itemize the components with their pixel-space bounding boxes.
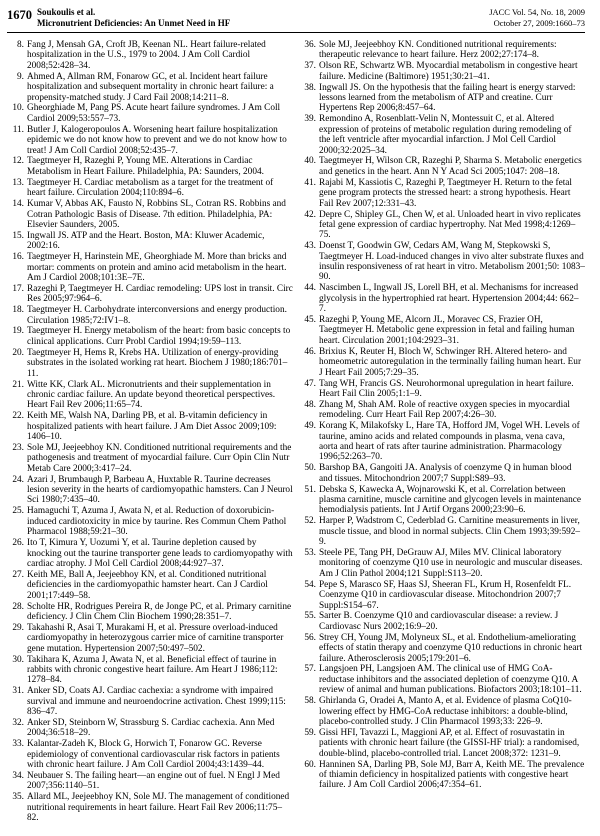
reference-number: 11. (12, 124, 24, 135)
reference-number: 21. (12, 379, 24, 390)
reference-text: Witte KK, Clark AL. Micronutrients and their supplementation in chronic cardiac failure. An update beyond theoretical perspectives. Heart Fail Rev 2006;11:65–74. (27, 379, 276, 411)
reference-number: 16. (12, 252, 24, 263)
reference-number: 58. (304, 696, 316, 707)
reference-item (7, 125, 293, 156)
reference-number: 28. (12, 601, 24, 612)
reference-text: Keith ME, Ball A, Jeejeebhoy KN, et al. Conditioned nutritional deficiencies in the cardiomyopathic hamster heart. Can J Cardiol 2001;17:449–58. (27, 569, 268, 601)
reference-item (7, 570, 293, 601)
reference-number: 15. (12, 230, 24, 241)
reference-item (7, 231, 293, 252)
reference-number: 9. (17, 71, 24, 82)
reference-number: 44. (304, 283, 316, 294)
reference-text: Ahmed A, Allman RM, Fonarow GC, et al. Incident heart failure hospitalization and subsequent mortality in chronic heart failure: a propensity-matched study. J Card Fail 2008;14:211–8. (27, 71, 274, 103)
reference-text: Debska S, Kawecka A, Wojnarowski K, et al. Correlation between plasma carnitine, muscle carnitine and glycogen levels in maintenance hemodialysis patients. Int J Artif Organs 2000;23:90–6. (319, 484, 582, 516)
reference-text: Korang K, Milakofsky L, Hare TA, Hofford JM, Vogel WH. Levels of taurine, amino acids and related compounds in plasma, vena cava, aorta and heart of rats after taurine administration. Pharmacology 1996;52:263–70. (319, 421, 580, 463)
reference-item (7, 475, 293, 506)
reference-item (7, 284, 293, 305)
reference-item (7, 411, 293, 442)
reference-number: 52. (304, 516, 316, 527)
reference-text: Keith ME, Walsh NA, Darling PB, et al. B-vitamin deficiency in hospitalized patients with heart failure. J Am Diet Assoc 2009;109: 1406–10. (27, 411, 277, 443)
reference-number: 51. (304, 484, 316, 495)
reference-text: Hanninen SA, Darling PB, Sole MJ, Barr A, Keith ME. The prevalence of thiamin deficiency in hospitalized patients with congestive heart failure. J Am Coll Cardiol 2006;47:354–61. (319, 759, 585, 791)
reference-item (7, 252, 293, 283)
reference-item (7, 305, 293, 326)
reference-number: 31. (12, 686, 24, 697)
reference-number: 49. (304, 421, 316, 432)
reference-text: Razeghi P, Young ME, Alcorn JL, Moravec CS, Frazier OH, Taegtmeyer H. Metabolic gene expression in fetal and failing human heart. Circulation 2001;104:2923–31. (319, 315, 575, 346)
reference-text: Gheorghiade M, Pang PS. Acute heart failure syndromes. J Am Coll Cardiol 2009;53:557–73. (27, 103, 281, 124)
reference-number: 50. (304, 463, 316, 474)
reference-item (299, 114, 585, 156)
reference-number: 48. (304, 399, 316, 410)
reference-columns (7, 40, 585, 824)
reference-item (7, 380, 293, 411)
reference-number: 42. (304, 209, 316, 220)
reference-number: 10. (12, 103, 24, 114)
reference-item (7, 40, 293, 71)
reference-text: Sarter B. Coenzyme Q10 and cardiovascular disease: a review. J Cardiovasc Nurs 2002;16:9–20. (319, 611, 559, 632)
reference-item (299, 696, 585, 727)
reference-item (299, 516, 585, 547)
reference-text: Fang J, Mensah GA, Croft JB, Keenan NL. Heart failure-related hospitalization in the U.S., 1979 to 2004. J Am Coll Cardiol 2008;52:428–34. (27, 40, 266, 71)
reference-item (299, 760, 585, 791)
reference-number: 13. (12, 177, 24, 188)
reference-number: 37. (304, 61, 316, 72)
reference-number: 36. (304, 40, 316, 50)
reference-item (299, 379, 585, 400)
reference-number: 26. (12, 538, 24, 549)
reference-text: Zhang M, Shah AM. Role of reactive oxygen species in myocardial remodeling. Curr Heart Fail Rep 2007;4:26–30. (319, 399, 570, 421)
reference-item (7, 771, 293, 792)
reference-item (7, 326, 293, 347)
reference-text: Tang WH, Francis GS. Neurohormonal upregulation in heart failure. Heart Fail Clin 2005;1:1–9. (319, 378, 574, 399)
reference-item (7, 348, 293, 379)
journal-citation: JACC Vol. 54, No. 18, 2009 (489, 7, 585, 17)
reference-item (7, 178, 293, 199)
reference-text: Gissi HFI, Tavazzi L, Maggioni AP, et al. Effect of rosuvastatin in patients with chronic heart failure (the GISSI-HF trial): a randomised, double-blind, placebo-controlled trial. Lancet 2008;372: 1231–9. (319, 727, 580, 759)
reference-item (299, 611, 585, 632)
reference-text: Brixius K, Reuter H, Bloch W, Schwinger RH. Altered hetero- and homeometric autoregulation in the terminally failing human heart. Eur J Heart Fail 2005;7:29–35. (319, 346, 582, 378)
reference-item (7, 718, 293, 739)
reference-text: Taegtmeyer H, Hems R, Krebs HA. Utilization of energy-providing substrates in the isolated working rat heart. Biochem J 1980;186:701–11. (27, 347, 288, 379)
reference-column-right (299, 40, 585, 824)
reference-number: 33. (12, 739, 24, 750)
reference-number: 34. (12, 771, 24, 782)
reference-text: Taegtmeyer H, Harinstein ME, Gheorghiade M. More than bricks and mortar: comments on protein and amino acid metabolism in the heart. Am J Cardiol 2008;101:3E–7E. (27, 252, 287, 283)
reference-item (299, 210, 585, 241)
reference-text: Steele PE, Tang PH, DeGrauw AJ, Miles MV. Clinical laboratory monitoring of coenzyme Q10 use in neurologic and muscular diseases. Am J Clin Pathol 2004;121 Suppl:S113–20. (319, 548, 583, 579)
reference-item (299, 40, 585, 61)
running-authors: Soukoulis et al. (37, 7, 96, 17)
reference-text: Langsjoen PH, Langsjoen AM. The clinical use of HMG CoA-reductase inhibitors and the associated depletion of coenzyme Q10. A review of animal and human publications. Biofactors 2003;18:101–11. (319, 664, 582, 696)
reference-text: Ingwall JS. On the hypothesis that the failing heart is energy starved: lessons learned from the metabolism of ATP and creatine. Curr Hypertens Rep 2006;8:457–64. (319, 82, 576, 114)
reference-number: 45. (304, 315, 316, 326)
reference-number: 8. (17, 40, 24, 50)
reference-item (299, 728, 585, 759)
reference-text: Ito T, Kimura Y, Uozumi Y, et al. Taurine depletion caused by knocking out the taurine transporter gene leads to cardiomyopathy with cardiac atrophy. J Mol Cell Cardiol 2008;44:927–37. (27, 538, 293, 569)
reference-item (299, 178, 585, 209)
reference-text: Hamaguchi T, Azuma J, Awata N, et al. Reduction of doxorubicin-induced cardiotoxicity in mice by taurine. Res Commun Chem Pathol Pharmacol 1988;59:21–30. (27, 506, 287, 538)
reference-item (299, 548, 585, 579)
reference-item (299, 580, 585, 611)
reference-number: 22. (12, 411, 24, 422)
reference-number: 24. (12, 474, 24, 485)
reference-text: Barshop BA, Gangoiti JA. Analysis of coenzyme Q in human blood and tissues. Mitochondrion 2007;7 Suppl:S89–93. (319, 463, 572, 484)
reference-number: 53. (304, 548, 316, 558)
reference-item (299, 315, 585, 346)
reference-item (299, 347, 585, 378)
reference-item (7, 623, 293, 654)
reference-number: 46. (304, 346, 316, 357)
reference-text: Anker SD, Coats AJ. Cardiac cachexia: a syndrome with impaired survival and immune and neuroendocrine activation. Chest 1999;115: 836–47. (27, 686, 286, 718)
reference-item (299, 156, 585, 177)
reference-number: 29. (12, 622, 24, 633)
reference-item (299, 61, 585, 82)
issue-date-pages: October 27, 2009:1660–73 (493, 18, 585, 28)
reference-number: 27. (12, 569, 24, 580)
reference-text: Sole MJ, Jeejeebhoy KN. Conditioned nutritional requirements and the pathogenesis and treatment of myocardial failure. Curr Opin Clin Nutr Metab Care 2000;3:417–24. (27, 442, 292, 474)
reference-number: 25. (12, 506, 24, 517)
reference-column-left (7, 40, 293, 824)
reference-number: 47. (304, 378, 316, 389)
reference-number: 19. (12, 326, 24, 337)
reference-text: Taegtmeyer H, Razeghi P, Young ME. Alterations in Cardiac Metabolism in Heart Failure. Philadelphia, PA: Saunders, 2004. (27, 156, 264, 177)
reference-item (299, 241, 585, 283)
reference-item (299, 421, 585, 463)
reference-text: Razeghi P, Taegtmeyer H. Cardiac remodeling: UPS lost in transit. Circ Res 2005;97:964–6. (27, 283, 293, 305)
reference-item (7, 655, 293, 686)
reference-item (7, 103, 293, 124)
reference-text: Ghirlanda G, Oradei A, Manto A, et al. Evidence of plasma CoQ10-lowering effect by HMG-CoA reductase inhibitors: a double-blind, placebo-controlled study. J Clin Pharmacol 1993;33: 226–9. (319, 696, 572, 727)
reference-text: Takahashi R, Asai T, Murakami H, et al. Pressure overload-induced cardiomyopathy in heterozygous carrier mice of carnitine transporter gene mutation. Hypertension 2007;50:497–502. (27, 622, 284, 654)
reference-text: Allard ML, Jeejeebhoy KN, Sole MJ. The management of conditioned nutritional requirements in heart failure. Heart Fail Rev 2006;11:75–82. (27, 792, 290, 824)
reference-item (299, 485, 585, 516)
reference-text: Pepe S, Marasco SF, Haas SJ, Sheeran FL, Krum H, Rosenfeldt FL. Coenzyme Q10 in cardiovascular disease. Mitochondrion 2007;7 Suppl:S154–67. (319, 579, 572, 611)
reference-item (299, 83, 585, 114)
reference-item (7, 538, 293, 569)
reference-item (299, 463, 585, 484)
reference-item (7, 156, 293, 177)
reference-text: Strey CH, Young JM, Molyneux SL, et al. Endothelium-ameliorating effects of statin therapy and coenzyme Q10 reductions in chronic heart failure. Atherosclerosis 2005;179:201–6. (319, 632, 583, 664)
reference-item (7, 739, 293, 770)
reference-text: Taegtmeyer H, Wilson CR, Razeghi P, Sharma S. Metabolic energetics and genetics in the heart. Ann N Y Acad Sci 2005;1047: 208–18. (319, 156, 582, 177)
reference-item (299, 633, 585, 664)
running-title: Micronutrient Deficiencies: An Unmet Need in HF (37, 18, 231, 28)
reference-number: 23. (12, 442, 24, 453)
reference-number: 35. (12, 792, 24, 803)
reference-text: Takihara K, Azuma J, Awata N, et al. Beneficial effect of taurine in rabbits with chronic congestive heart failure. Am Heart J 1986;112: 1278–84. (27, 654, 278, 686)
reference-text: Rajabi M, Kassiotis C, Razeghi P, Taegtmeyer H. Return to the fetal gene program protects the stressed heart: a strong hypothesis. Heart Fail Rev 2007;12:331–43. (319, 177, 572, 209)
reference-text: Depre C, Shipley GL, Chen W, et al. Unloaded heart in vivo replicates fetal gene expression of cardiac hypertrophy. Nat Med 1998;4:1269–75. (319, 209, 581, 241)
reference-text: Taegtmeyer H. Carbohydrate interconversions and energy production. Circulation 1985;72:IV1–8. (27, 305, 287, 326)
reference-text: Anker SD, Steinborn W, Strassburg S. Cardiac cachexia. Ann Med 2004;36:518–29. (27, 718, 275, 739)
reference-text: Taegtmeyer H. Cardiac metabolism as a target for the treatment of heart failure. Circulation 2004;110:894–6. (27, 177, 274, 199)
reference-item (299, 400, 585, 421)
reference-number: 39. (304, 114, 316, 125)
reference-text: Butler J, Kalogeropoulos A. Worsening heart failure hospitalization epidemic we do not know how to prevent and we do not know how to treat! J Am Coll Cardiol 2008;52:435–7. (27, 124, 287, 156)
reference-item (7, 686, 293, 717)
reference-text: Sole MJ, Jeejeebhoy KN. Conditioned nutritional requirements: therapeutic relevance to heart failure. Herz 2002;27:174–8. (319, 40, 557, 61)
running-header (7, 6, 585, 33)
reference-number: 54. (304, 579, 316, 590)
reference-text: Ingwall JS. ATP and the Heart. Boston, MA: Kluwer Academic, 2002:16. (27, 230, 265, 252)
reference-item (7, 199, 293, 230)
reference-number: 30. (12, 654, 24, 665)
reference-number: 18. (12, 305, 24, 316)
reference-number: 38. (304, 82, 316, 93)
reference-text: Kumar V, Abbas AK, Fausto N, Robbins SL, Cotran RS. Robbins and Cotran Pathologic Basis of Disease. 7th edition. Philadelphia, PA: Elsevier Saunders, 2005. (27, 199, 286, 230)
reference-number: 55. (304, 611, 316, 622)
reference-item (7, 72, 293, 103)
reference-number: 14. (12, 199, 24, 210)
reference-number: 32. (12, 718, 24, 728)
reference-text: Scholte HR, Rodrigues Pereira R, de Jonge PC, et al. Primary carnitine deficiency. J Clin Chem Clin Biochem 1990;28:351–7. (27, 601, 292, 622)
reference-number: 12. (12, 156, 24, 167)
reference-number: 40. (304, 156, 316, 167)
reference-number: 20. (12, 347, 24, 358)
reference-text: Doenst T, Goodwin GW, Cedars AM, Wang M, Stepkowski S, Taegtmeyer H. Load-induced changes in vivo alter substrate fluxes and insulin responsiveness of rat heart in vitro. Metabolism 2001;50: 1083–90. (319, 241, 585, 283)
reference-item (299, 283, 585, 314)
reference-number: 17. (12, 283, 24, 294)
reference-item (7, 443, 293, 474)
reference-number: 41. (304, 177, 316, 188)
reference-number: 56. (304, 632, 316, 643)
reference-number: 43. (304, 241, 316, 252)
page-number: 1670 (7, 8, 32, 22)
reference-text: Taegtmeyer H. Energy metabolism of the heart: from basic concepts to clinical applications. Curr Probl Cardiol 1994;19:59–113. (27, 326, 291, 347)
reference-item (7, 602, 293, 623)
reference-number: 59. (304, 727, 316, 738)
reference-number: 57. (304, 664, 316, 675)
reference-item (299, 664, 585, 695)
reference-number: 60. (304, 759, 316, 770)
reference-text: Remondino A, Rosenblatt-Velin N, Montessuit C, et al. Altered expression of proteins of metabolic regulation during remodeling of the left ventricle after myocardial infarction. J Mol Cell Cardiol 2000;32:2025–34. (319, 114, 572, 156)
reference-text: Harper P, Wadstrom C, Cederblad G. Carnitine measurements in liver, muscle tissue, and blood in normal subjects. Clin Chem 1993;39:592–9. (319, 516, 581, 548)
reference-text: Nascimben L, Ingwall JS, Lorell BH, et al. Mechanisms for increased glycolysis in the hypertrophied rat heart. Hypertension 2004;44: 662–7. (319, 283, 579, 315)
reference-item (7, 792, 293, 823)
reference-item (7, 506, 293, 537)
reference-text: Azari J, Brumbaugh P, Barbeau A, Huxtable R. Taurine decreases lesion severity in the hearts of cardiomyopathic hamsters. Can J Neurol Sci 1980;7:435–40. (27, 474, 293, 506)
reference-text: Kalantar-Zadeh K, Block G, Horwich T, Fonarow GC. Reverse epidemiology of conventional cardiovascular risk factors in patients with chronic heart failure. J Am Coll Cardiol 2004;43:1439–44. (27, 739, 280, 771)
reference-text: Neubauer S. The failing heart—an engine out of fuel. N Engl J Med 2007;356:1140–51. (27, 771, 280, 792)
reference-text: Olson RE, Schwartz WB. Myocardial metabolism in congestive heart failure. Medicine (Baltimore) 1951;30:21–41. (319, 61, 578, 82)
